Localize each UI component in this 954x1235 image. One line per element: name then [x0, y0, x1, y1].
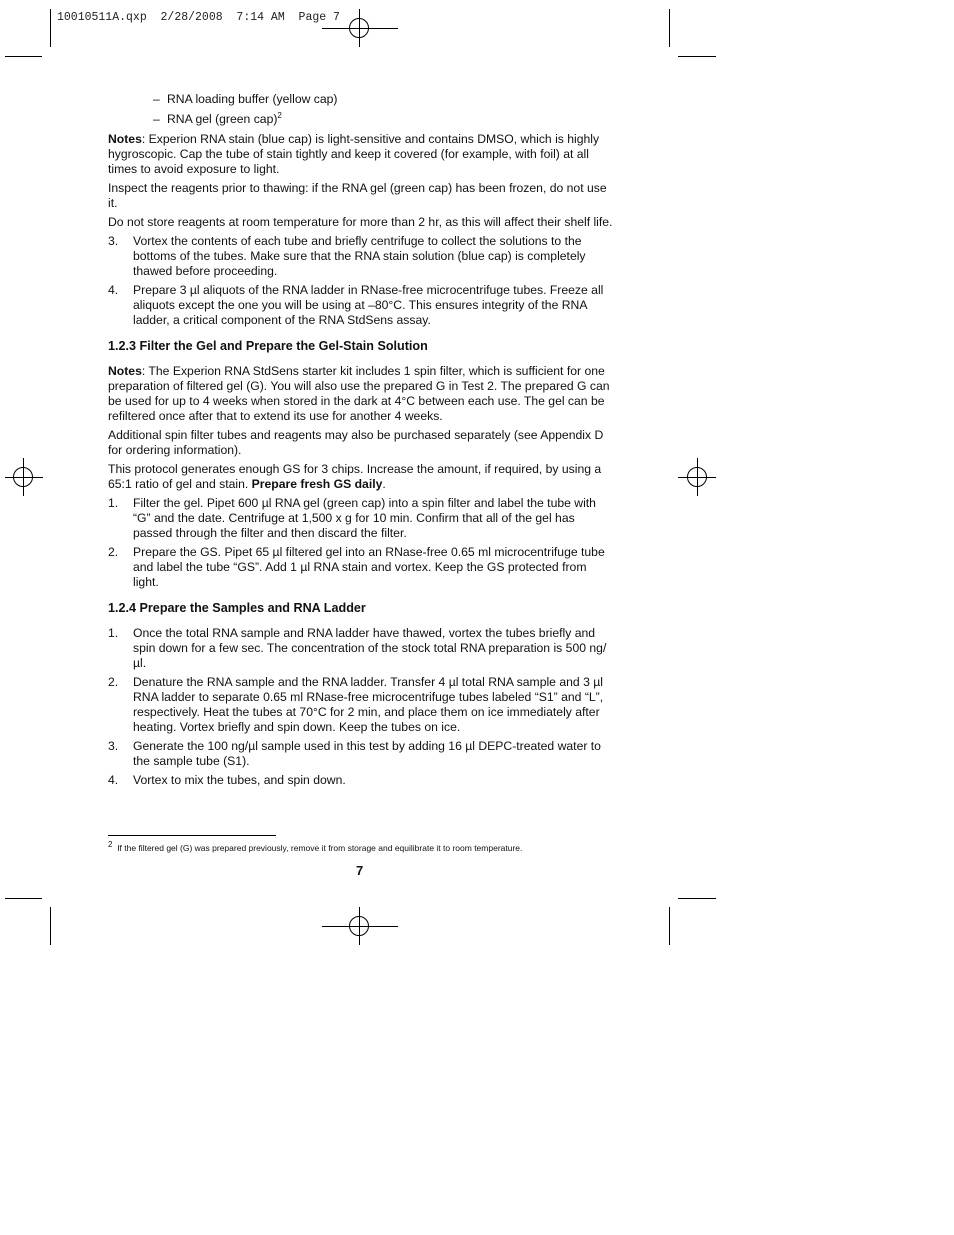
paragraph: Inspect the reagents prior to thawing: if the RNA gel (green cap) has been frozen, do not use it. — [108, 181, 607, 210]
step-item: 1. Filter the gel. Pipet 600 µl RNA gel (green cap) into a spin filter and label the tube with “G” and the date. Centrifuge at 1,500 x g for 10 min. Confirm that all of the gel has passed through the filter and then discard the filter. — [108, 496, 596, 540]
step-item: 3. Generate the 100 ng/µl sample used in this test by adding 16 µl DEPC-treated water to the sample tube (S1). — [108, 739, 601, 768]
notes-label: Notes — [108, 364, 142, 378]
crop-mark — [678, 56, 716, 57]
crop-mark — [5, 898, 42, 899]
print-slug: 10010511A.qxp 2/28/2008 7:14 AM Page 7 — [57, 11, 340, 24]
paragraph: Additional spin filter tubes and reagents may also be purchased separately (see Appendix D for ordering information). — [108, 428, 604, 457]
notes-label: Notes — [108, 132, 142, 146]
step-item: 3. Vortex the contents of each tube and briefly centrifuge to collect the solutions to the bottoms of the tubes. Make sure that the RNA stain solution (blue cap) is completely thawed before proceeding. — [108, 234, 586, 278]
paragraph: This protocol generates enough GS for 3 chips. Increase the amount, if required, by using a 65:1 ratio of gel and stain. Prepare fresh GS daily. — [108, 462, 602, 491]
crop-mark — [669, 9, 670, 47]
crop-mark — [50, 9, 51, 47]
footnote-ref[interactable]: 2 — [277, 110, 282, 120]
crop-mark — [5, 56, 42, 57]
step-item: 4. Vortex to mix the tubes, and spin down. — [108, 773, 346, 787]
paragraph: Do not store reagents at room temperature for more than 2 hr, as this will affect their shelf life. — [108, 215, 613, 229]
list-item: – RNA gel (green cap)$^2$ — [153, 110, 282, 126]
section-heading: 1.2.3 Filter the Gel and Prepare the Gel-Stain Solution — [108, 339, 428, 353]
crop-mark — [669, 907, 670, 945]
notes-paragraph: Notes: Experion RNA stain (blue cap) is light-sensitive and contains DMSO, which is highly hygroscopic. Cap the tube of stain tightly and keep it covered (for example, with foil) at all times to avoid exposure to light. — [108, 132, 600, 176]
page-number: 7 — [356, 863, 364, 878]
step-item: 4. Prepare 3 µl aliquots of the RNA ladder in RNase-free microcentrifuge tubes. Freeze all aliquots except the one you will be using at –80°C. This ensures integrity of the RNA ladder, a critical component of the RNA StdSens assay. — [108, 283, 604, 327]
list-item: – RNA loading buffer (yellow cap) — [153, 92, 338, 106]
footnote-rule — [108, 835, 276, 836]
section-heading: 1.2.4 Prepare the Samples and RNA Ladder — [108, 601, 366, 615]
step-item: 1. Once the total RNA sample and RNA ladder have thawed, vortex the tubes briefly and spin down for a few sec. The concentration of the stock total RNA preparation is 500 ng/µl. — [108, 626, 607, 670]
crop-mark — [50, 907, 51, 945]
notes-paragraph: Notes: The Experion RNA StdSens starter kit includes 1 spin filter, which is sufficient for one preparation of filtered gel (G). You will also use the prepared G in Test 2. The prepared G can be used for up to 4 weeks when stored in the dark at 4°C between each use. The gel can be refiltered once after that to extend its use for another 4 weeks. — [108, 364, 610, 423]
crop-mark — [678, 898, 716, 899]
footnote: $^2$ If the filtered gel (G) was prepared previously, remove it from storage and equilibrate it to room temperature. — [108, 840, 523, 853]
step-item: 2. Prepare the GS. Pipet 65 µl filtered gel into an RNase-free 0.65 ml microcentrifuge tube and label the tube “GS”. Add 1 µl RNA stain and vortex. Keep the GS protected from light. — [108, 545, 605, 589]
step-item: 2. Denature the RNA sample and the RNA ladder. Transfer 4 µl total RNA sample and 3 µl RNA ladder to separate 0.65 ml RNase-free microcentrifuge tubes labeled “S1” and “L”, respectively. Heat the tubes at 70°C for 2 min, and place them on ice immediately after heating. Vortex briefly and spin down. Keep the tubes on ice. — [108, 675, 604, 734]
page-body — [108, 92, 614, 792]
